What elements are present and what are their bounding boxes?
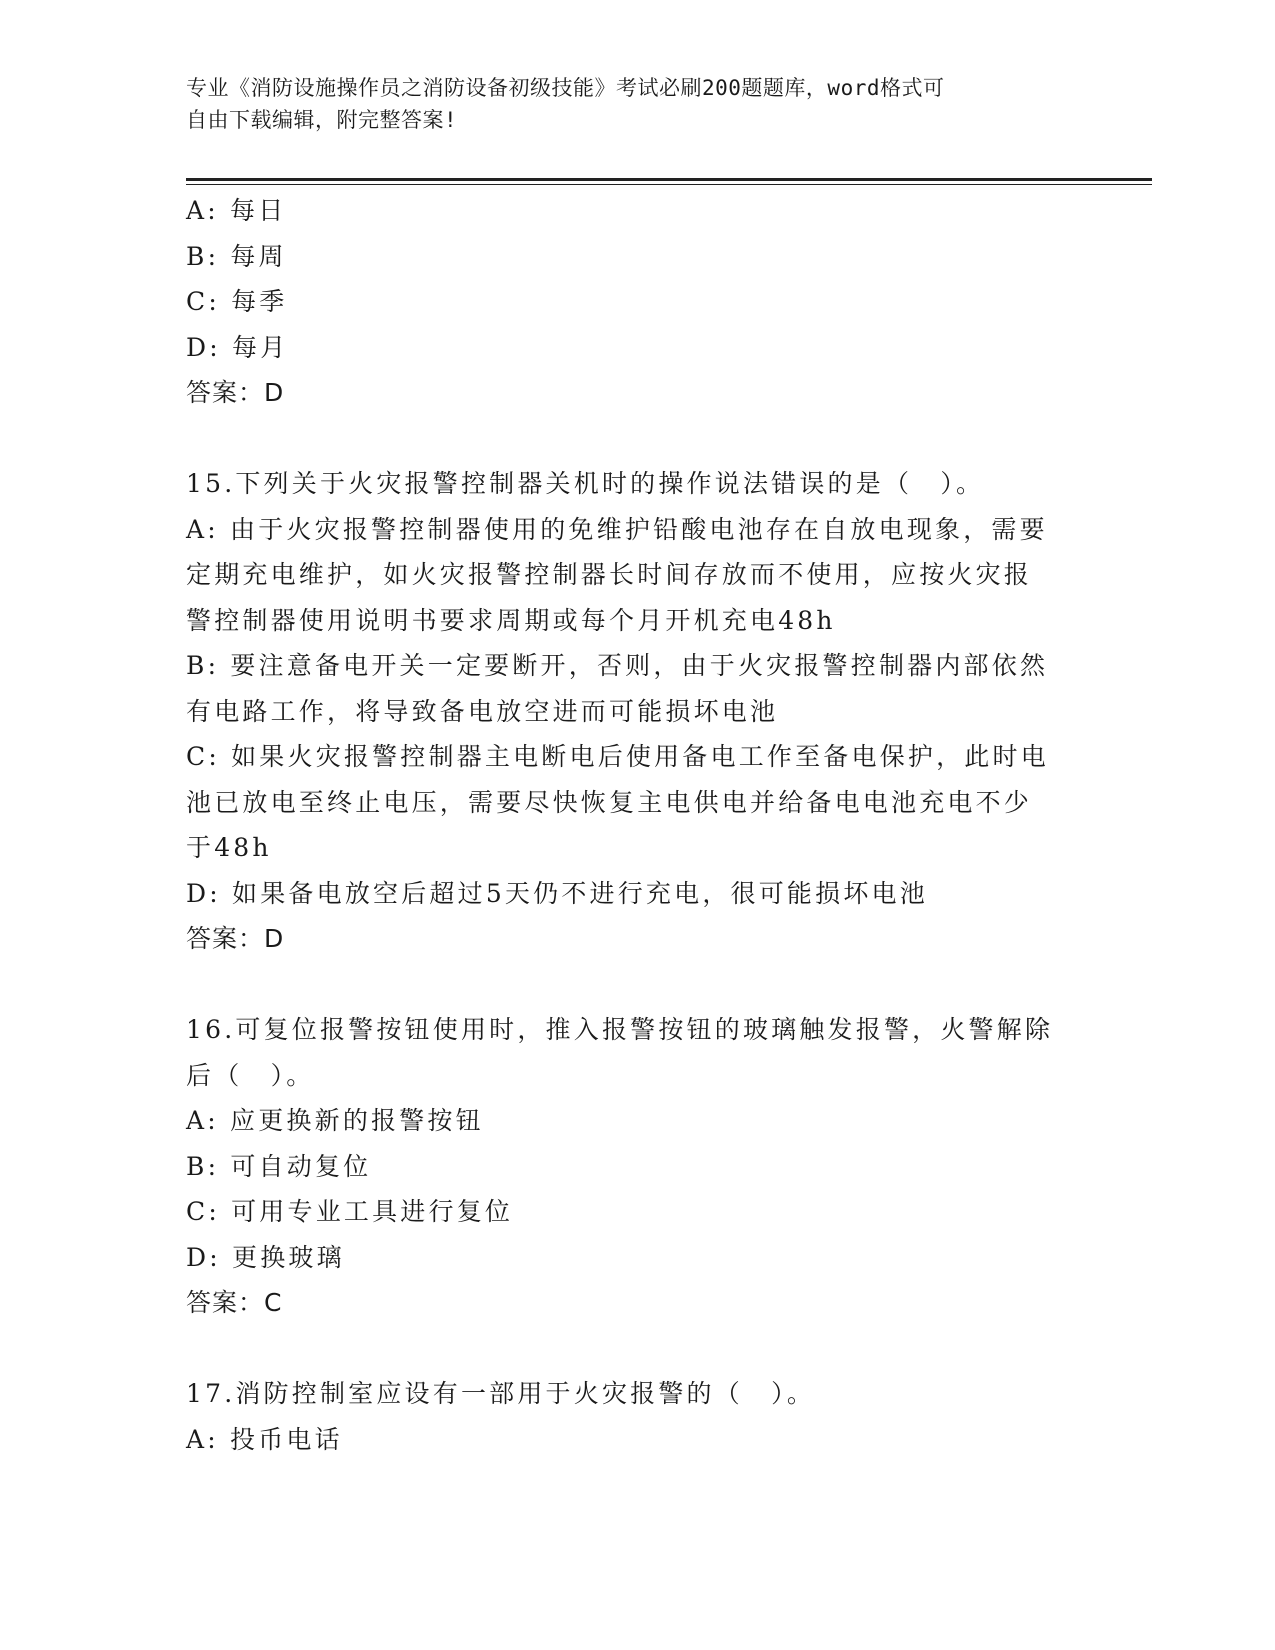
question-14 xyxy=(186,188,1076,416)
option-a: A: 应更换新的报警按钮 xyxy=(186,1106,484,1135)
option-c-line-3: 于48h xyxy=(186,833,272,862)
option-d: D: 每月 xyxy=(186,332,289,362)
header-divider-thin xyxy=(186,184,1152,185)
option-d: D: 如果备电放空后超过5天仍不进行充电，很可能损坏电池 xyxy=(186,878,928,908)
option-b-line-1: B: 要注意备电开关一定要断开，否则，由于火灾报警控制器内部依然 xyxy=(186,651,1049,680)
option-a-line-2: 定期充电维护，如火灾报警控制器长时间存放而不使用，应按火灾报 xyxy=(186,560,1033,589)
question-17 xyxy=(186,1371,1076,1462)
answer-line: 答案：C xyxy=(186,1288,283,1317)
option-a: A: 投币电话 xyxy=(186,1424,343,1454)
option-c: C: 可用专业工具进行复位 xyxy=(186,1197,514,1226)
option-b: B: 可自动复位 xyxy=(186,1151,372,1181)
question-16 xyxy=(186,1007,1076,1326)
spacer xyxy=(186,962,1076,1008)
question-stem-line-2: 后（ ）。 xyxy=(186,1060,315,1090)
option-b: B: 每周 xyxy=(186,241,287,271)
header-divider-thick xyxy=(186,178,1152,181)
option-d: D: 更换玻璃 xyxy=(186,1242,345,1272)
question-stem: 17.消防控制室应设有一部用于火灾报警的（ ）。 xyxy=(186,1379,816,1408)
question-stem: 15.下列关于火灾报警控制器关机时的操作说法错误的是（ ）。 xyxy=(186,469,985,498)
question-15 xyxy=(186,461,1076,962)
option-a-line-3: 警控制器使用说明书要求周期或每个月开机充电48h xyxy=(186,605,836,635)
option-a-line-1: A: 由于火灾报警控制器使用的免维护铅酸电池存在自放电现象，需要 xyxy=(186,514,1048,544)
answer-line: 答案：D xyxy=(186,924,285,953)
header-line-1: 专业《消防设施操作员之消防设备初级技能》考试必刷200题题库，word格式可 xyxy=(186,76,945,100)
header-line-2: 自由下载编辑，附完整答案! xyxy=(186,108,458,132)
option-c-line-2: 池已放电至终止电压，需要尽快恢复主电供电并给备电电池充电不少 xyxy=(186,787,1033,817)
spacer xyxy=(186,416,1076,462)
option-a: A: 每日 xyxy=(186,196,287,225)
document-header xyxy=(186,72,1066,136)
option-c-line-1: C: 如果火灾报警控制器主电断电后使用备电工作至备电保护，此时电 xyxy=(186,742,1049,771)
question-content xyxy=(186,188,1076,1462)
question-stem-line-1: 16.可复位报警按钮使用时，推入报警按钮的玻璃触发报警，火警解除 xyxy=(186,1015,1054,1044)
spacer xyxy=(186,1326,1076,1372)
option-c: C: 每季 xyxy=(186,287,288,316)
answer-line: 答案：D xyxy=(186,378,285,407)
option-b-line-2: 有电路工作，将导致备电放空进而可能损坏电池 xyxy=(186,696,779,726)
